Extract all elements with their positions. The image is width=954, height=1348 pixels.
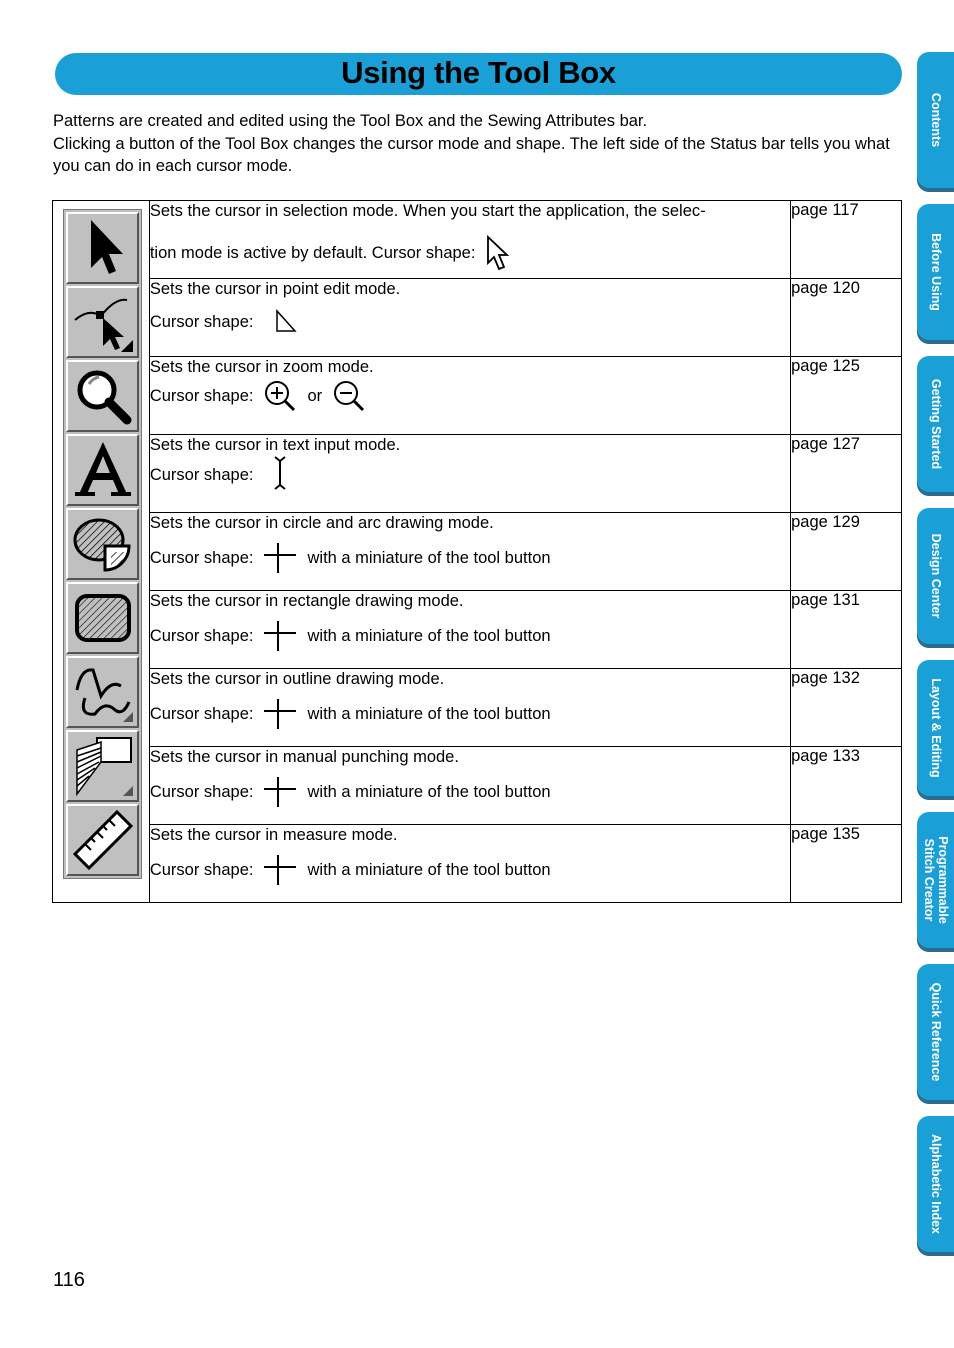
- circle-arc-icon: [71, 512, 135, 576]
- i-beam-cursor-icon: [273, 455, 287, 491]
- point-edit-tool-button[interactable]: [66, 286, 139, 358]
- miniature-label: with a miniature of the tool button: [307, 549, 551, 567]
- tab-quick-reference[interactable]: Quick Reference: [917, 964, 954, 1100]
- row-text-description: [149, 435, 790, 513]
- row-line1: Sets the cursor in circle and arc drawing mode.: [149, 514, 494, 532]
- table-row: [53, 435, 902, 513]
- row-line1: Sets the cursor in point edit mode.: [149, 280, 401, 298]
- table-row: [53, 201, 902, 279]
- page-ref[interactable]: page 131: [791, 591, 902, 669]
- page-ref[interactable]: page 125: [791, 357, 902, 435]
- text-a-icon: [71, 438, 135, 502]
- page-ref[interactable]: page 129: [791, 513, 902, 591]
- miniature-label: with a miniature of the tool button: [307, 861, 551, 879]
- row-rectangle-description: [149, 591, 790, 669]
- text-tool-button[interactable]: [66, 434, 139, 506]
- cursor-shape-label: Cursor shape:: [149, 627, 254, 645]
- crosshair-cursor-icon: [263, 699, 297, 729]
- intro-paragraph-2: Clicking a button of the Tool Box changes the cursor mode and shape. The left side of the Status bar tells you what you can do in each cursor mode.: [53, 134, 890, 175]
- tab-before-using[interactable]: Before Using: [917, 204, 954, 340]
- point-edit-icon: [71, 290, 135, 354]
- page-number: 116: [53, 1269, 85, 1291]
- table-row: [53, 825, 902, 903]
- crosshair-cursor-icon: [263, 543, 297, 573]
- row-measure-description: [149, 825, 790, 903]
- zoom-out-cursor-icon: [332, 379, 366, 413]
- row-line1: Sets the cursor in rectangle drawing mode.: [149, 592, 464, 610]
- intro-text: [53, 110, 903, 178]
- tool-table: [52, 200, 902, 903]
- manual-punch-tool-button[interactable]: [66, 730, 139, 802]
- tab-programmable-stitch-creator[interactable]: Programmable Stitch Creator: [917, 812, 954, 948]
- intro-paragraph-1: Patterns are created and edited using the Tool Box and the Sewing Attributes bar.: [53, 112, 648, 130]
- title-bar: [55, 53, 902, 95]
- cursor-shape-label: Cursor shape:: [149, 861, 254, 879]
- page-ref[interactable]: page 120: [791, 279, 902, 357]
- page-ref[interactable]: page 127: [791, 435, 902, 513]
- table-row: [53, 279, 902, 357]
- crosshair-cursor-icon: [263, 855, 297, 885]
- select-tool-button[interactable]: [66, 212, 139, 284]
- table-row: [53, 513, 902, 591]
- table-row: [53, 357, 902, 435]
- ruler-icon: [71, 808, 135, 872]
- miniature-label: with a miniature of the tool button: [307, 627, 551, 645]
- row-circle-description: [149, 513, 790, 591]
- zoom-in-cursor-icon: [263, 379, 297, 413]
- cursor-shape-label: Cursor shape:: [149, 783, 254, 801]
- crosshair-cursor-icon: [263, 777, 297, 807]
- page-ref[interactable]: page 117: [791, 201, 902, 279]
- tab-getting-started[interactable]: Getting Started: [917, 356, 954, 492]
- zoom-tool-button[interactable]: [66, 360, 139, 432]
- row-line2: tion mode is active by default. Cursor shape:: [149, 244, 476, 262]
- row-line1: Sets the cursor in text input mode.: [149, 436, 401, 454]
- outline-tool-button[interactable]: [66, 656, 139, 728]
- crosshair-cursor-icon: [263, 621, 297, 651]
- rectangle-tool-button[interactable]: [66, 582, 139, 654]
- table-row: [53, 591, 902, 669]
- cursor-shape-label: Cursor shape:: [149, 387, 254, 405]
- measure-tool-button[interactable]: [66, 804, 139, 876]
- tab-design-center[interactable]: Design Center: [917, 508, 954, 644]
- toolbox: [63, 209, 142, 879]
- miniature-label: with a miniature of the tool button: [307, 705, 551, 723]
- or-label: or: [307, 387, 323, 405]
- row-manual-punch-description: [149, 747, 790, 825]
- point-edit-cursor-icon: [273, 309, 299, 335]
- table-row: [53, 747, 902, 825]
- cursor-shape-label: Cursor shape:: [149, 705, 254, 723]
- page-title: Using the Tool Box: [341, 55, 616, 90]
- tab-alphabetic-index[interactable]: Alphabetic Index: [917, 1116, 954, 1252]
- row-outline-description: [149, 669, 790, 747]
- row-line1: Sets the cursor in selection mode. When you start the application, the selec-: [149, 202, 706, 220]
- rectangle-icon: [71, 586, 135, 650]
- row-line1: Sets the cursor in measure mode.: [149, 826, 398, 844]
- cursor-shape-label: Cursor shape:: [149, 313, 254, 331]
- row-line1: Sets the cursor in manual punching mode.: [149, 748, 459, 766]
- row-zoom-description: [149, 357, 790, 435]
- circle-arc-tool-button[interactable]: [66, 508, 139, 580]
- page-ref[interactable]: page 133: [791, 747, 902, 825]
- manual-punch-icon: [71, 734, 135, 798]
- row-line1: Sets the cursor in zoom mode.: [149, 358, 374, 376]
- tab-contents[interactable]: Contents: [917, 52, 954, 188]
- outline-curve-icon: [71, 660, 135, 724]
- page-ref[interactable]: page 135: [791, 825, 902, 903]
- cursor-shape-label: Cursor shape:: [149, 549, 254, 567]
- arrow-icon: [71, 216, 135, 280]
- tab-layout-editing[interactable]: Layout & Editing: [917, 660, 954, 796]
- toolbox-cell: [53, 201, 150, 903]
- page-ref[interactable]: page 132: [791, 669, 902, 747]
- row-line1: Sets the cursor in outline drawing mode.: [149, 670, 445, 688]
- row-point-edit-description: [149, 279, 790, 357]
- row-select-description: [149, 201, 790, 279]
- table-row: [53, 669, 902, 747]
- miniature-label: with a miniature of the tool button: [307, 783, 551, 801]
- cursor-shape-label: Cursor shape:: [149, 466, 254, 484]
- arrow-cursor-icon: [485, 235, 511, 271]
- magnifier-icon: [71, 364, 135, 428]
